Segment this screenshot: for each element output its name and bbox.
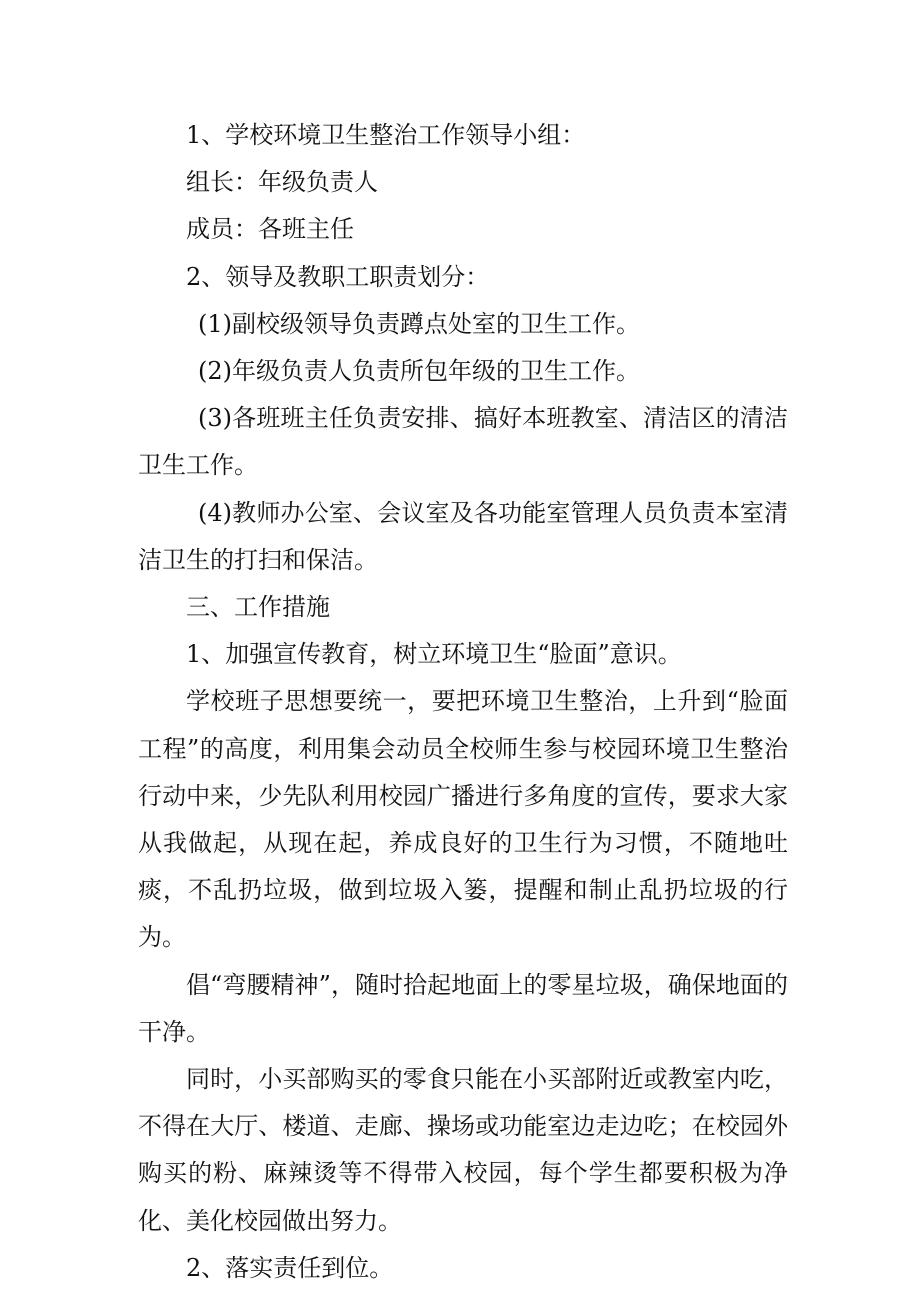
paragraph-group-leader: 组长：年级负责人 [186, 168, 378, 197]
paragraph-measure-1: 1、加强宣传教育，树立环境卫生“脸面”意识。 [186, 640, 682, 669]
section-heading-measures: 三、工作措施 [186, 593, 330, 622]
paragraph-duty-division: 2、领导及教职工职责划分： [186, 262, 490, 291]
paragraph-bending-spirit: 倡“弯腰精神”，随时拾起地面上的零星垃圾，确保地面的干净。 [138, 970, 788, 1046]
paragraph-unity: 学校班子思想要统一，要把环境卫生整治，上升到“脸面工程”的高度，利用集会动员全校师生参与校园环境卫生整治行动中来，少先队利用校园广播进行多角度的宣传，要求大家从我做起，从现在起，养成良好的卫生行为习惯，不随地吐痰，不乱扔垃圾，做到垃圾入篓，提醒和制止乱扔垃圾的行为。 [138, 687, 788, 952]
document-body [138, 112, 788, 1292]
paragraph-leadership-group: 1、学校环境卫生整治工作领导小组： [186, 121, 586, 149]
paragraph-duty-2: (2)年级负责人负责所包年级的卫生工作。 [198, 357, 640, 386]
paragraph-duty-4: (4)教师办公室、会议室及各功能室管理人员负责本室清洁卫生的打扫和保洁。 [138, 498, 788, 574]
paragraph-members: 成员：各班主任 [186, 215, 354, 244]
paragraph-duty-1: (1)副校级领导负责蹲点处室的卫生工作。 [198, 309, 640, 338]
paragraph-duty-3: (3)各班班主任负责安排、搞好本班教室、清洁区的清洁卫生工作。 [138, 404, 788, 480]
paragraph-measure-2: 2、落实责任到位。 [186, 1253, 394, 1282]
paragraph-snacks: 同时，小买部购买的零食只能在小买部附近或教室内吃，不得在大厅、楼道、走廊、操场或功能室边走边吃；在校园外购买的粉、麻辣烫等不得带入校园，每个学生都要积极为净化、美化校园做出努力。 [138, 1065, 788, 1235]
